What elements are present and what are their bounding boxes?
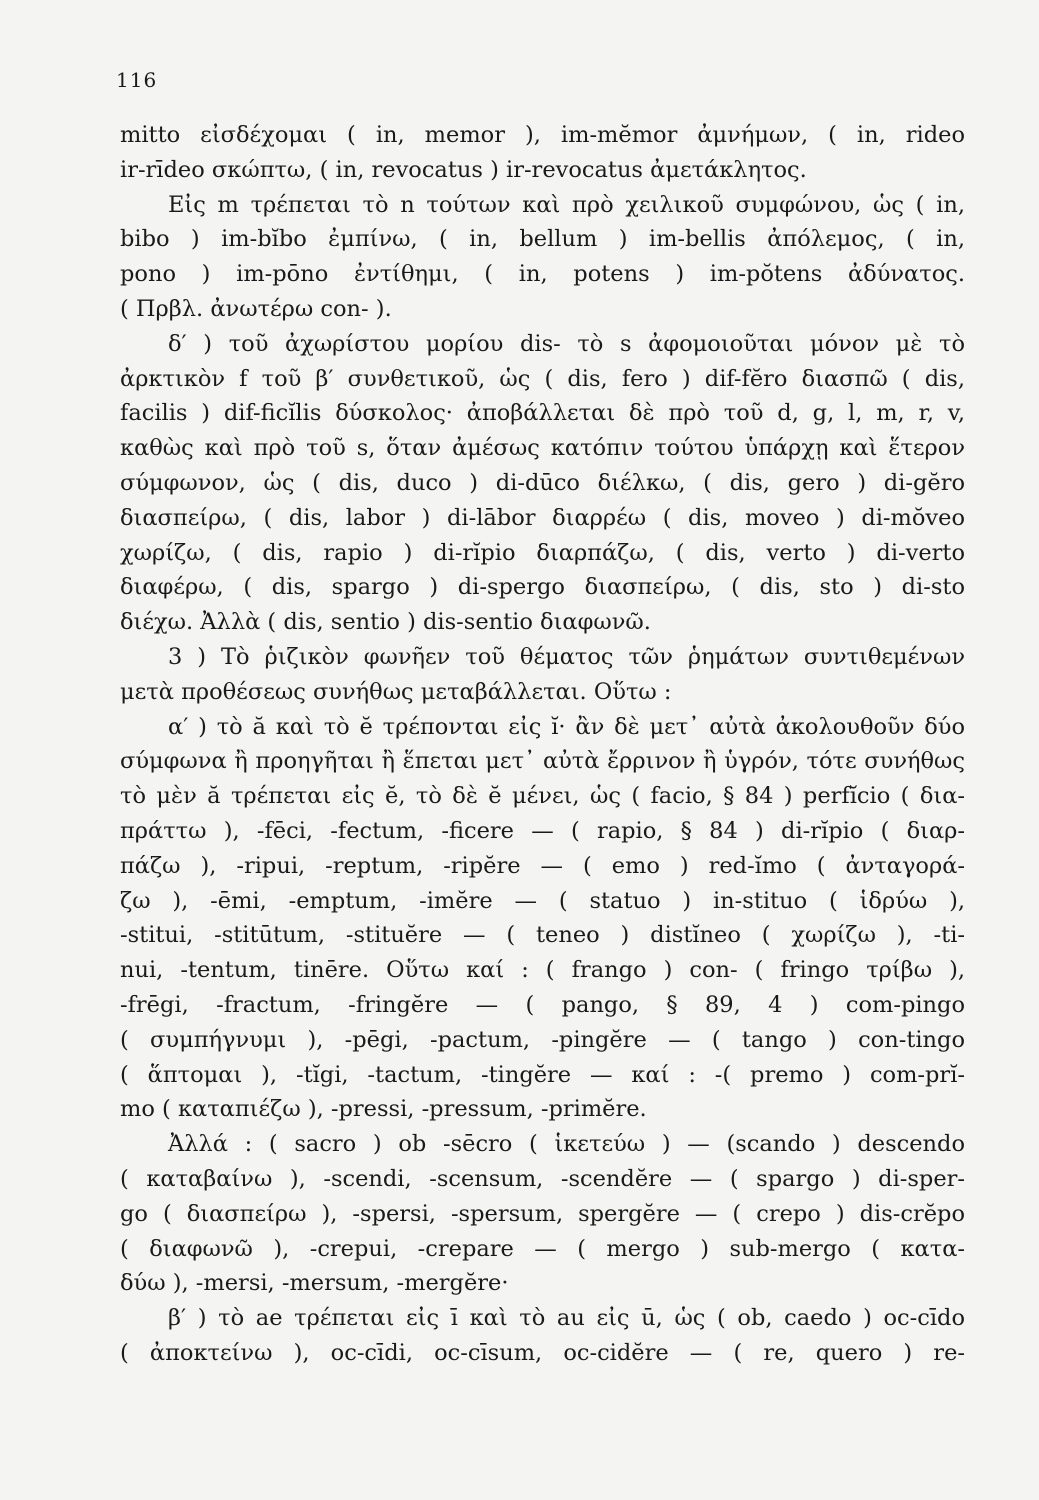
text-line: ( διαφωνῶ ), -crepui, -crepare — ( mergo ) sub-mergo ( κατα- <box>120 1235 965 1262</box>
text-line: ir-rīdeo σκώπτω, ( in, revocatus ) ir-revocatus ἀμετάκλητος. <box>120 156 807 183</box>
text-line: τὸ μὲν ă τρέπεται εἰς ĕ, τὸ δὲ ĕ μένει, ὡς ( facio, § 84 ) perfĭcio ( δια- <box>120 783 965 810</box>
text-line: 3 ) Τὸ ῥιζικὸν φωνῆεν τοῦ θέματος τῶν ῥημάτων συντιθεμένων <box>168 643 965 670</box>
text-line: πράττω ), -fēci, -fectum, -ficere — ( rapio, § 84 ) di-rĭpio ( διαρ- <box>120 817 965 844</box>
text-line: διασπείρω, ( dis, labor ) di-lābor διαρρέω ( dis, moveo ) di-mŏveo <box>120 504 965 531</box>
text-line: σύμφωνα ἢ προηγῆται ἢ ἕπεται μετ᾽ αὐτὰ ἔρρινον ἢ ὑγρόν, τότε συνήθως <box>120 748 965 775</box>
text-line: ( συμπήγνυμι ), -pēgi, -pactum, -pingĕre — ( tango ) con-tingo <box>120 1026 965 1053</box>
text-line: mitto εἰσδέχομαι ( in, memor ), im-mĕmor ἀμνήμων, ( in, rideo <box>120 122 965 148</box>
text-line: πάζω ), -ripui, -reptum, -ripĕre — ( emo ) red-ĭmo ( ἀνταγορά- <box>120 852 965 879</box>
text-line: διαφέρω, ( dis, spargo ) di-spergo διασπείρω, ( dis, sto ) di-sto <box>120 574 965 601</box>
text-line: δύω ), -mersi, -mersum, -mergĕre· <box>120 1270 509 1297</box>
text-line: μετὰ προθέσεως συνήθως μεταβάλλεται. Οὕτω : <box>120 678 672 705</box>
text-line: Ἀλλά : ( sacro ) ob -sēcro ( ἱκετεύω ) — (scando ) descendo <box>168 1131 965 1158</box>
text-line: ζω ), -ēmi, -emptum, -imĕre — ( statuo ) in-stituo ( ἱδρύω ), <box>120 887 965 914</box>
text-line: Εἰς m τρέπεται τὸ n τούτων καὶ πρὸ χειλικοῦ συμφώνου, ὡς ( in, <box>168 191 965 218</box>
text-line: bibo ) im-bĭbo ἐμπίνω, ( in, bellum ) im-bellis ἀπόλεμος, ( in, <box>120 226 965 253</box>
text-line: -stitui, -stitūtum, -stituĕre — ( teneo ) distĭneo ( χωρίζω ), -ti- <box>120 922 965 949</box>
text-line: ( καταβαίνω ), -scendi, -scensum, -scendĕre — ( spargo ) di-sper- <box>120 1165 965 1192</box>
text-line: pono ) im-pōno ἐντίθημι, ( in, potens ) im-pŏtens ἀδύνατος. <box>120 261 965 288</box>
page-number: 116 <box>116 68 158 92</box>
text-line: ( ἀποκτείνω ), oc-cīdi, oc-cīsum, oc-cidĕre — ( re, quero ) re- <box>120 1339 965 1366</box>
text-line: nui, -tentum, tinēre. Οὕτω καί : ( frango ) con- ( fringo τρίβω ), <box>120 957 965 984</box>
text-line: facilis ) dif-ficĭlis δύσκολος· ἀποβάλλεται δὲ πρὸ τοῦ d, g, l, m, r, v, <box>120 400 965 427</box>
text-line: -frēgi, -fractum, -fringĕre — ( pango, § 89, 4 ) com-pingo <box>120 991 965 1018</box>
text-line: διέχω. Ἀλλὰ ( dis, sentio ) dis-sentio διαφωνῶ. <box>120 609 651 636</box>
text-line: β′ ) τὸ ae τρέπεται εἰς ī καὶ τὸ au εἰς ū, ὡς ( ob, caedo ) oc-cīdo <box>168 1305 965 1332</box>
text-line: go ( διασπείρω ), -spersi, -spersum, spergĕre — ( crepo ) dis-crĕpo <box>120 1200 965 1227</box>
text-line: α′ ) τὸ ă καὶ τὸ ĕ τρέπονται εἰς ĭ· ἂν δὲ μετ᾽ αὐτὰ ἀκολουθοῦν δύο <box>168 713 965 740</box>
text-line: καθὼς καὶ πρὸ τοῦ s, ὅταν ἀμέσως κατόπιν τούτου ὑπάρχῃ καὶ ἕτερον <box>120 435 965 462</box>
text-line: σύμφωνον, ὡς ( dis, duco ) di-dūco διέλκω, ( dis, gero ) di-gĕro <box>120 469 965 496</box>
body-text <box>120 118 965 1371</box>
text-line: δ′ ) τοῦ ἀχωρίστου μορίου dis- τὸ s ἀφομοιοῦται μόνον μὲ τὸ <box>168 330 965 357</box>
text-line: mo ( καταπιέζω ), -pressi, -pressum, -primĕre. <box>120 1096 647 1123</box>
text-line: χωρίζω, ( dis, rapio ) di-rĭpio διαρπάζω, ( dis, verto ) di-verto <box>120 539 965 566</box>
text-line: ἀρκτικὸν f τοῦ β′ συνθετικοῦ, ὡς ( dis, fero ) dif-fĕro διασπῶ ( dis, <box>120 365 965 392</box>
text-line: ( Πρβλ. ἀνωτέρω con- ). <box>120 295 392 322</box>
text-line: ( ἅπτομαι ), -tĭgi, -tactum, -tingĕre — καί : -( premo ) com-prĭ- <box>120 1061 965 1088</box>
